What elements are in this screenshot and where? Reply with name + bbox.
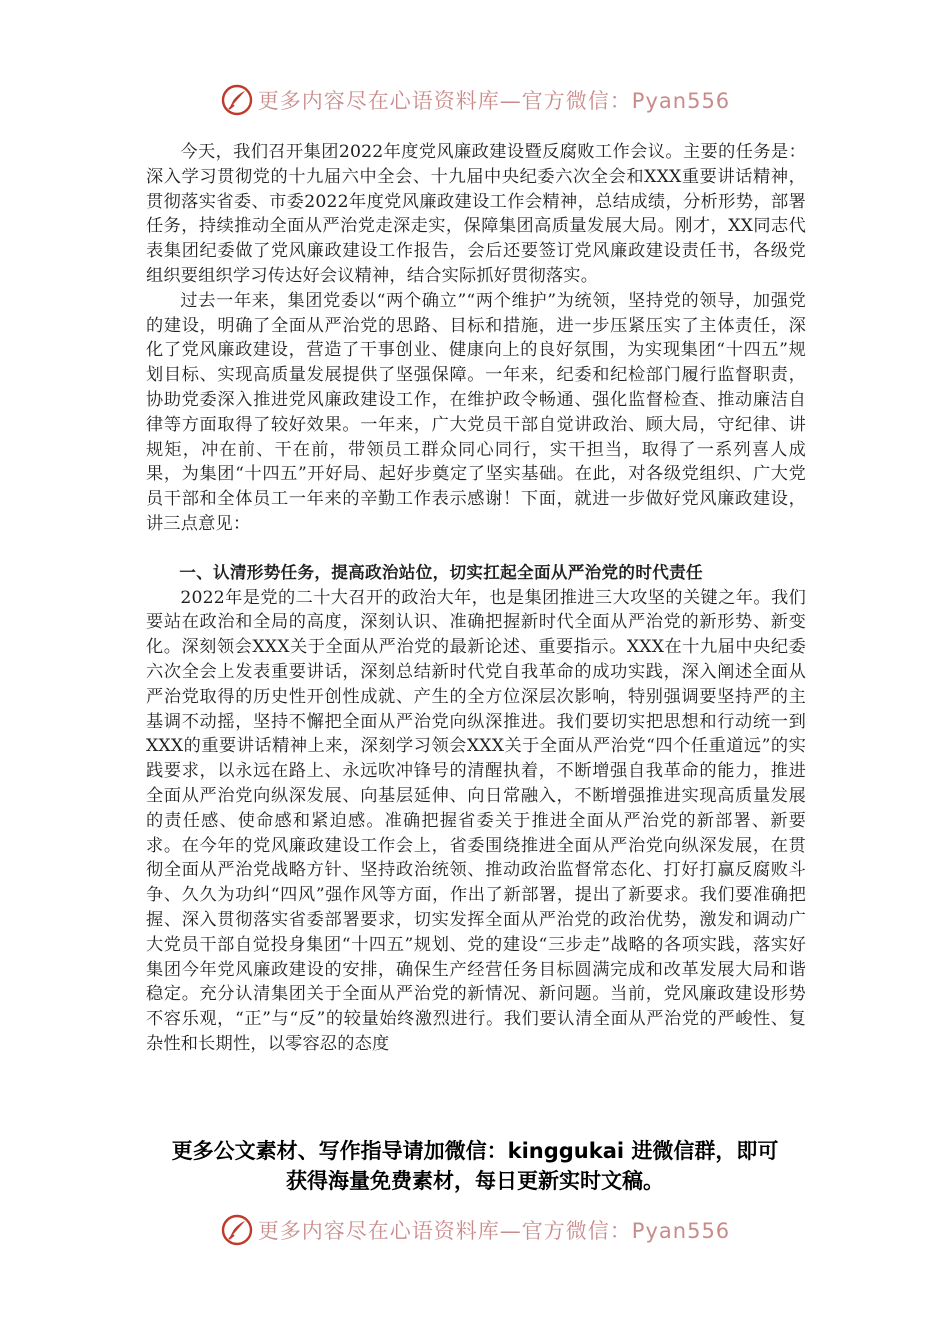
watermark-text: 更多内容尽在心语资料库—官方微信：Pyan556 xyxy=(257,89,731,113)
promo-line-1: 更多公文素材、写作指导请加微信：kinggukai 进微信群，即可 xyxy=(171,1139,779,1163)
review-paragraph: 过去一年来，集团党委以“两个确立”“两个维护”为统领，坚持党的领导，加强党的建设，明确了全面从严治党的思路、目标和措施，进一步压紧压实了主体责任，深化了党风廉政建设，营造了干事创业、健康向上的良好氛围，为实现集团“十四五”规划目标、实现高质量发展提供了坚强保障。一年来，纪委和纪检部门履行监督职责，协助党委深入推进党风廉政建设工作，在维护政令畅通、强化监督检查、推动廉洁自律等方面取得了较好效果。一年来，广大党员干部自觉讲政治、顾大局，守纪律、讲规矩，冲在前、干在前，带领员工群众同心同行，实干担当，取得了一系列喜人成果，为集团“十四五”开好局、起好步奠定了坚实基础。在此，对各级党组织、广大党员干部和全体员工一年来的辛勤工作表示感谢！下面，就进一步做好党风廉政建设，讲三点意见： xyxy=(146,290,806,534)
watermark-top xyxy=(0,80,950,120)
intro-paragraph: 今天，我们召开集团2022年度党风廉政建设暨反腐败工作会议。主要的任务是：深入学习贯彻党的十九届六中全会、十九届中央纪委六次全会和XXX重要讲话精神，贯彻落实省委、市委2022年度党风廉政建设工作会精神，总结成绩，分析形势，部署任务，持续推动全面从严治党走深走实，保障集团高质量发展大局。刚才，XX同志代表集团纪委做了党风廉政建设工作报告，会后还要签订党风廉政建设责任书，各级党组织要组织学习传达好会议精神，结合实际抓好贯彻落实。 xyxy=(146,142,806,286)
document-body xyxy=(146,140,806,1057)
section-heading: 一、认清形势任务，提高政治站位，切实扛起全面从严治党的时代责任 xyxy=(179,562,703,582)
feather-pen-logo-icon xyxy=(220,83,254,117)
feather-pen-logo-icon xyxy=(220,1213,254,1247)
promo-notice xyxy=(120,1136,830,1196)
promo-line-2: 获得海量免费素材，每日更新实时文稿。 xyxy=(286,1169,664,1193)
section-paragraph: 2022年是党的二十大召开的政治大年，也是集团推进三大攻坚的关键之年。我们要站在政治和全局的高度，深刻认识、准确把握新时代全面从严治党的新形势、新变化。深刻领会XXX关于全面从严治党的最新论述、重要指示。XXX在十九届中央纪委六次全会上发表重要讲话，深刻总结新时代党自我革命的成功实践，深入阐述全面从严治党取得的历史性开创性成就、产生的全方位深层次影响，特别强调要坚持严的主基调不动摇，坚持不懈把全面从严治党向纵深推进。我们要切实把思想和行动统一到XXX的重要讲话精神上来，深刻学习领会XXX关于全面从严治党“四个任重道远”的实践要求，以永远在路上、永远吹冲锋号的清醒执着，不断增强自我革命的能力，推进全面从严治党向纵深发展、向基层延伸、向日常融入，不断增强推进实现高质量发展的责任感、使命感和紧迫感。准确把握省委关于推进全面从严治党的新部署、新要求。在今年的党风廉政建设工作会上，省委围绕推进全面从严治党向纵深发展，在贯彻全面从严治党战略方针、坚持政治统领、推动政治监督常态化、打好打赢反腐败斗争、久久为功纠“四风”强作风等方面，作出了新部署，提出了新要求。我们要准确把握、深入贯彻落实省委部署要求，切实发挥全面从严治党的政治优势，激发和调动广大党员干部自觉投身集团“十四五”规划、党的建设“三步走”战略的各项实践，落实好集团今年党风廉政建设的安排，确保生产经营任务目标圆满完成和改革发展大局和谐稳定。充分认清集团关于全面从严治党的新情况、新问题。当前，党风廉政建设形势不容乐观，“正”与“反”的较量始终激烈进行。我们要认清全面从严治党的严峻性、复杂性和长期性，以零容忍的态度 xyxy=(146,587,806,1054)
watermark-text: 更多内容尽在心语资料库—官方微信：Pyan556 xyxy=(257,1219,731,1243)
watermark-bottom xyxy=(0,1210,950,1250)
